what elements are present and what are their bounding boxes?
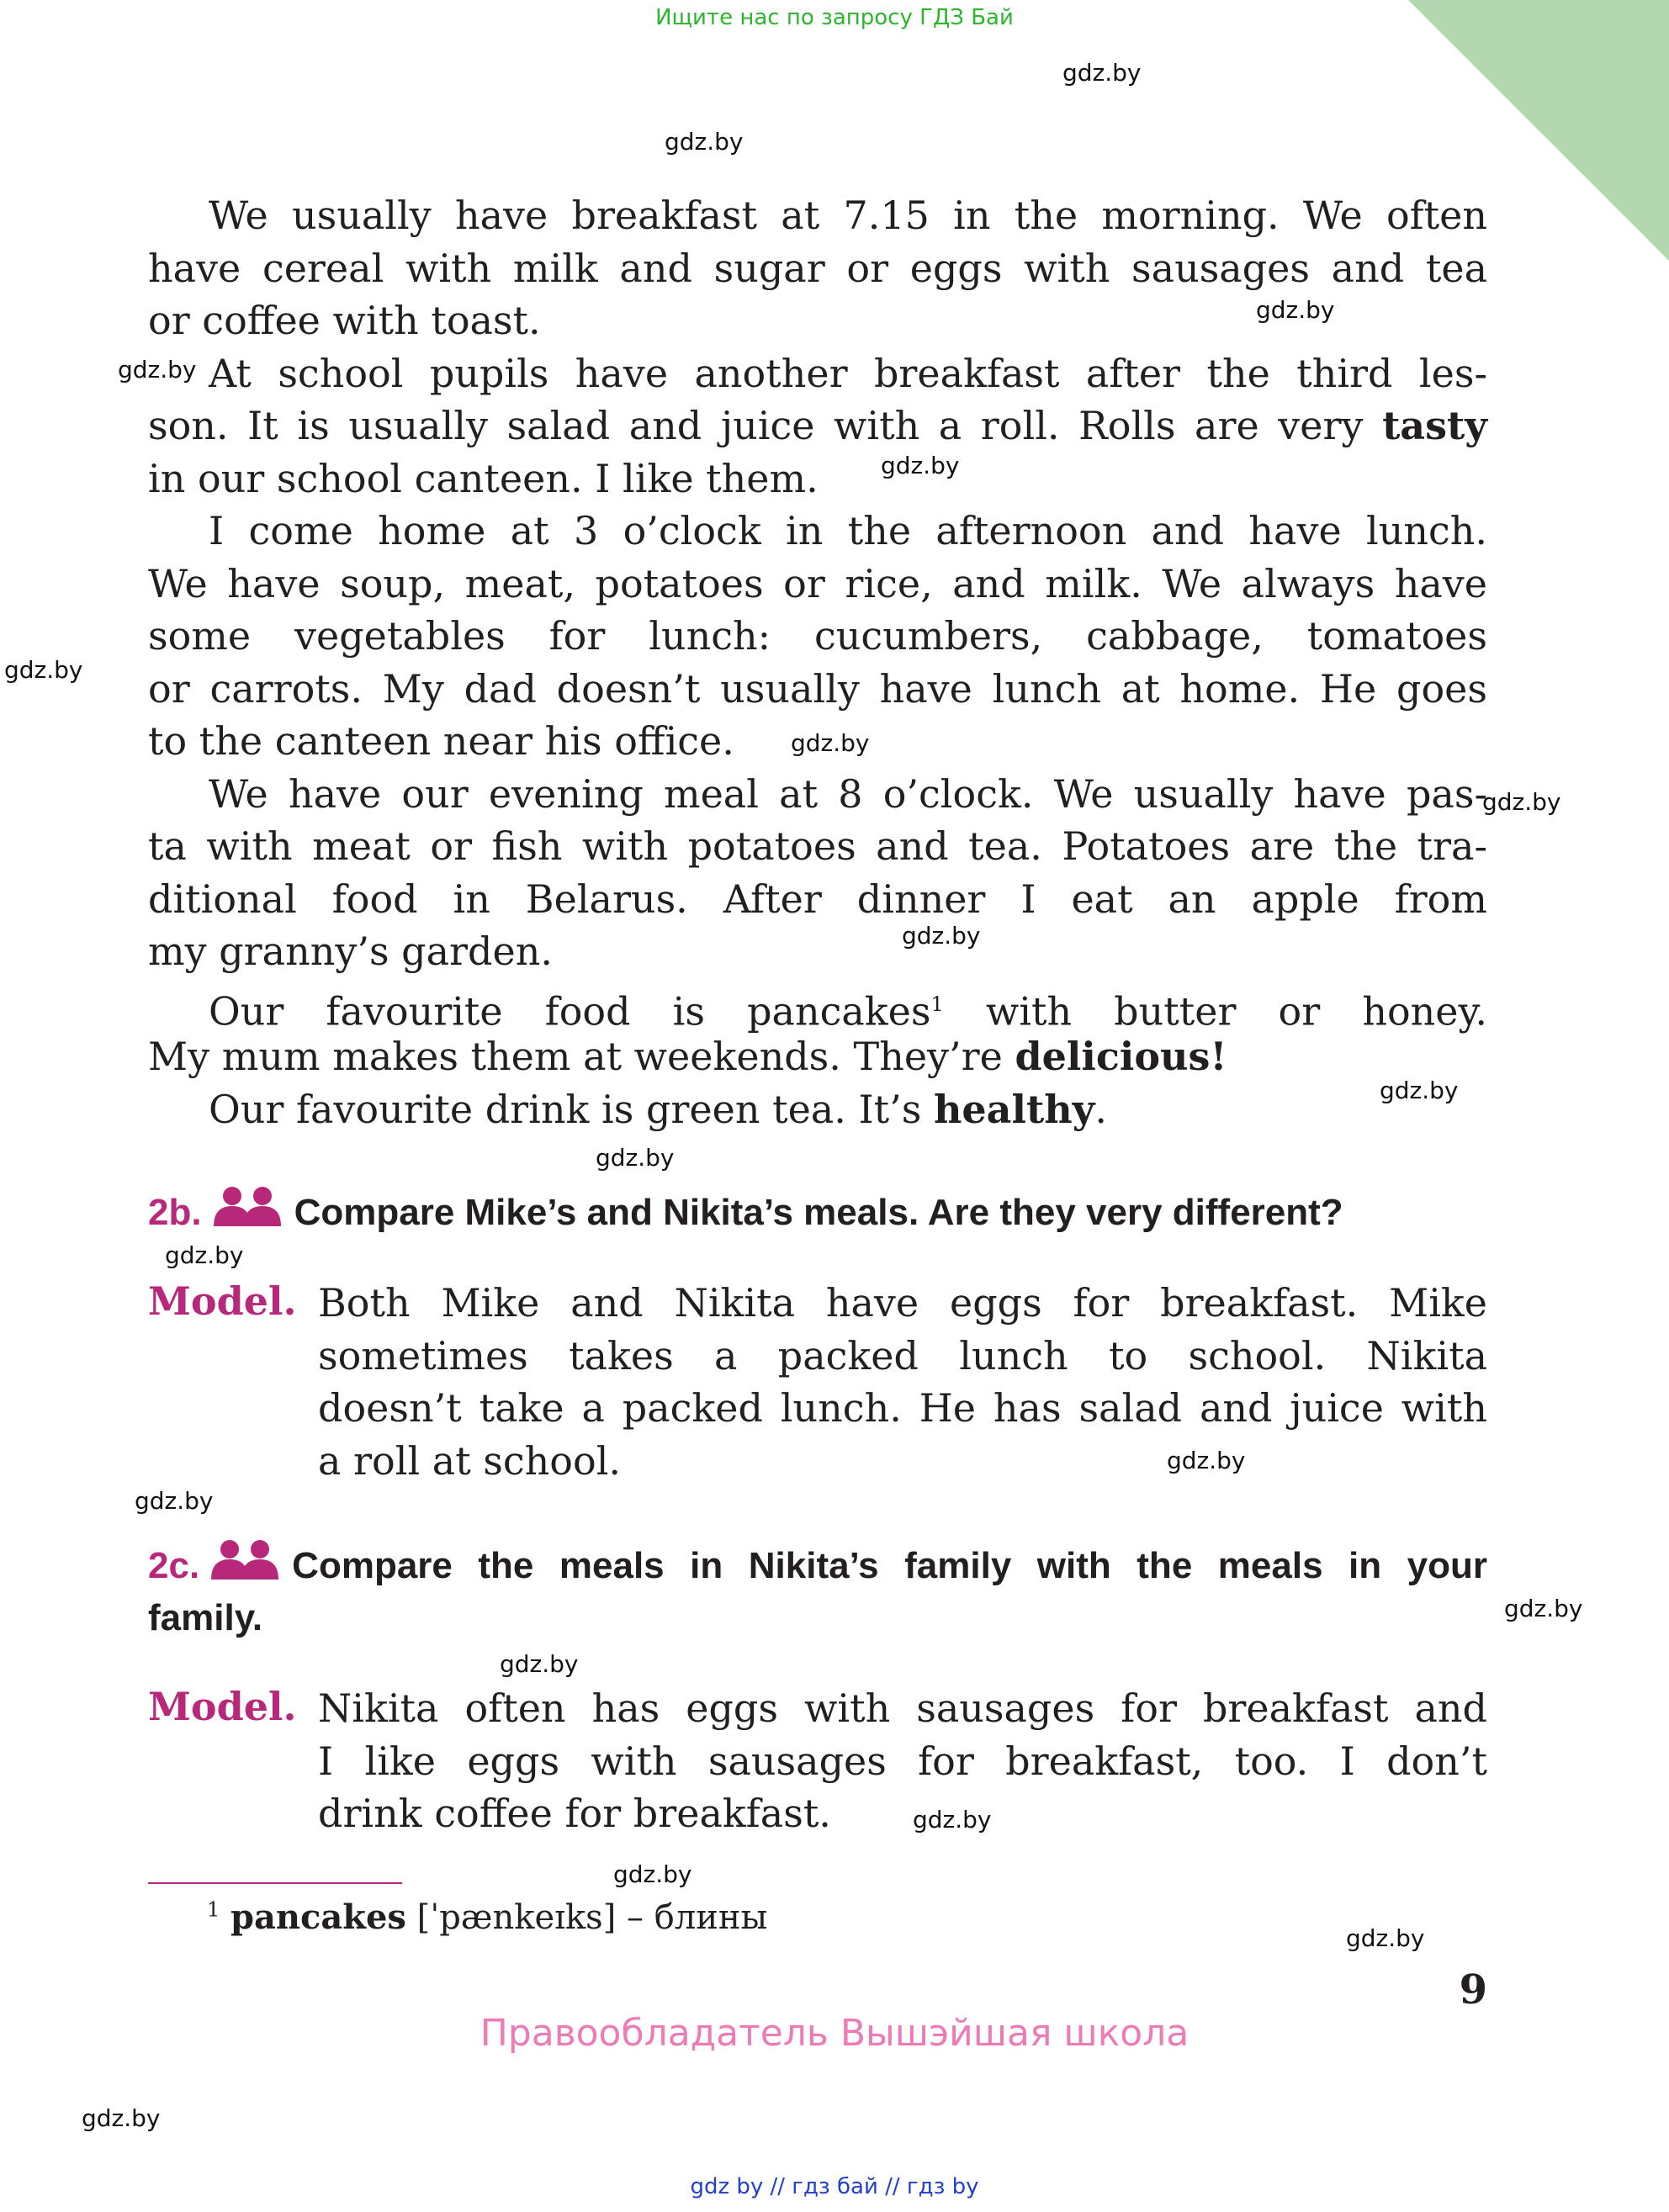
text-line — [148, 1539, 1487, 1592]
text-line: At school pupils have another breakfast after the third les- — [209, 350, 1487, 396]
watermark: gdz.by — [500, 1650, 579, 1678]
bold-word: tasty — [1382, 403, 1487, 448]
model-label: Model. — [148, 1684, 297, 1729]
task-number: 2b. — [148, 1192, 202, 1233]
text-span: Our favourite food is pancakes — [209, 987, 931, 1034]
text-line: or carrots. My dad doesn’t usually have lunch at home. He goes — [148, 665, 1487, 712]
text-line: my granny’s garden. — [148, 929, 553, 974]
text-line: ta with meat or fish with potatoes and tea. Potatoes are the tra- — [148, 823, 1487, 869]
bold-word: delicious! — [1015, 1034, 1227, 1079]
text-line: Nikita often has eggs with sausages for breakfast and — [318, 1685, 1487, 1731]
text-line: family. — [148, 1596, 263, 1638]
watermark: gdz.by — [1256, 296, 1335, 324]
page-number: 9 — [1459, 1966, 1487, 2014]
watermark: gdz.by — [135, 1487, 214, 1515]
model-label: Model. — [148, 1278, 297, 1324]
footnote-word: pancakes — [230, 1897, 406, 1937]
watermark: gdz.by — [902, 922, 981, 950]
text-span: My mum makes them at weekends. They’re — [148, 1034, 1003, 1079]
watermark: gdz.by — [913, 1806, 992, 1834]
text-line: or coffee with toast. — [148, 298, 541, 343]
footnote-ref: 1 — [930, 992, 944, 1016]
text-line — [148, 978, 1487, 1034]
text-span: son. It is usually salad and juice with a roll. Rolls are very — [148, 403, 1364, 448]
watermark: gdz.by — [1504, 1595, 1583, 1622]
pair-work-icon — [212, 1186, 283, 1228]
text-line: I come home at 3 o’clock in the afternoon and have lunch. — [209, 508, 1487, 553]
watermark: gdz.by — [791, 729, 870, 757]
text-line — [148, 1083, 1487, 1136]
text-line: a roll at school. — [318, 1437, 622, 1484]
model-text — [318, 1277, 1487, 1487]
top-banner[interactable]: Ищите нас по запросу ГДЗ Бай — [655, 5, 1014, 30]
footnote-mark: 1 — [207, 1897, 220, 1922]
reading-text — [148, 189, 1487, 1135]
copyright-notice: Правообладатель Вышэйшая школа — [480, 2012, 1189, 2055]
text-span: Our favourite drink is green tea. It’s — [209, 1086, 922, 1132]
watermark: gdz.by — [1062, 59, 1142, 87]
watermark: gdz.by — [881, 452, 960, 479]
task-instruction: Compare Mike’s and Nikita’s meals. Are they very different? — [294, 1192, 1343, 1233]
text-line: doesn’t take a packed lunch. He has salad and juice with — [318, 1385, 1487, 1431]
watermark: gdz.by — [82, 2104, 161, 2132]
transcription: [ˈpænkeɪks] — [416, 1898, 617, 1937]
text-line: have cereal with milk and sugar or eggs with sausages and tea — [148, 245, 1487, 291]
text-line: drink coffee for breakfast. — [318, 1791, 831, 1836]
task-2b-heading — [148, 1186, 1343, 1234]
text-line: to the canteen near his office. — [148, 718, 734, 764]
watermark: gdz.by — [665, 128, 744, 156]
text-line: We have our evening meal at 8 o’clock. We usually have pas- — [209, 770, 1487, 817]
text-line: ditional food in Belarus. After dinner I eat an apple from — [148, 876, 1487, 922]
text-line — [148, 400, 1487, 452]
watermark: gdz.by — [118, 356, 197, 384]
text-line: Both Mike and Nikita have eggs for breakfast. Mike — [318, 1280, 1487, 1326]
text-line: We have soup, meat, potatoes or rice, and milk. We always have — [148, 560, 1487, 606]
task-2c-heading — [148, 1539, 1487, 1644]
text-line: sometimes takes a packed lunch to school. Nikita — [318, 1332, 1487, 1379]
watermark: gdz.by — [613, 1860, 692, 1888]
text-line — [148, 1030, 1487, 1083]
footnote — [207, 1897, 767, 1937]
pair-work-icon — [209, 1539, 280, 1581]
model-text — [318, 1682, 1487, 1840]
bottom-banner[interactable]: gdz by // гдз бай // гдз by — [690, 2174, 979, 2199]
text-span: with butter or honey. — [985, 987, 1487, 1034]
text-span: . — [1094, 1086, 1108, 1132]
watermark: gdz.by — [1482, 788, 1561, 816]
watermark: gdz.by — [1380, 1077, 1459, 1104]
task-instruction: Compare the meals in Nikita’s family with the meals in your — [292, 1545, 1487, 1586]
bold-word: healthy — [933, 1086, 1095, 1132]
watermark: gdz.by — [4, 656, 83, 684]
watermark: gdz.by — [1167, 1447, 1246, 1474]
watermark: gdz.by — [596, 1144, 675, 1172]
task-number: 2c. — [148, 1545, 200, 1586]
translation: – блины — [627, 1898, 768, 1937]
watermark: gdz.by — [165, 1241, 244, 1269]
footnote-rule — [148, 1882, 402, 1884]
watermark: gdz.by — [1346, 1924, 1425, 1952]
text-line: some vegetables for lunch: cucumbers, cabbage, tomatoes — [148, 613, 1487, 659]
text-line: in our school canteen. I like them. — [148, 455, 819, 501]
text-line: I like eggs with sausages for breakfast, too. I don’t — [318, 1738, 1487, 1784]
text-line: We usually have breakfast at 7.15 in the morning. We often — [209, 193, 1487, 238]
